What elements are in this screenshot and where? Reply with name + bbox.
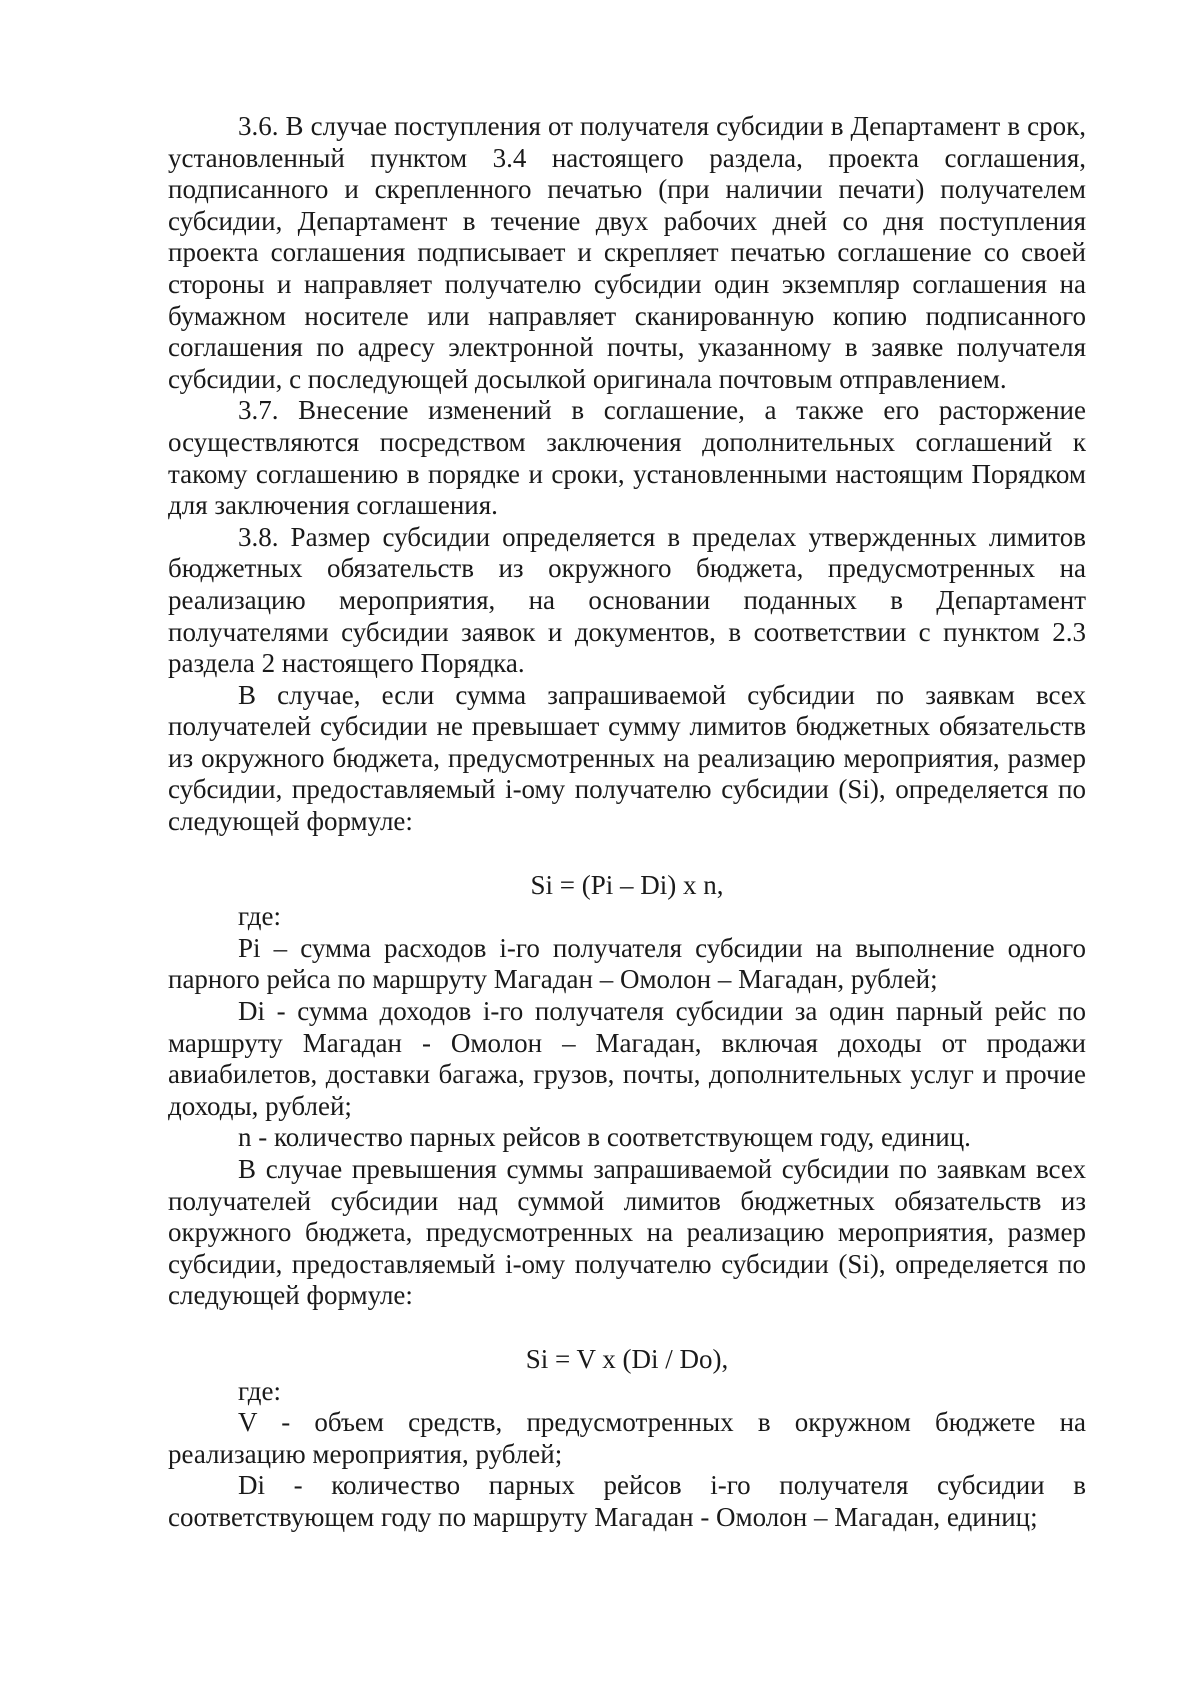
paragraph-case-within-limits: В случае, если сумма запрашиваемой субсидии по заявкам всех получателей субсидии не превышает сумму лимитов бюджетных обязательств из окружного бюджета, предусмотренных на реализацию мероприятия, размер субсидии, предоставляемый i-ому получателю субсидии (Si), определяется по следующей формуле: — [168, 679, 1086, 837]
formula-si-second: Si = V x (Di / Do), — [525, 1343, 729, 1374]
definition-v: V - объем средств, предусмотренных в окружном бюджете на реализацию мероприятия, рублей; — [168, 1407, 1086, 1469]
paragraph-3-8: 3.8. Размер субсидии определяется в пределах утвержденных лимитов бюджетных обязательств из окружного бюджета, предусмотренных на реализацию мероприятия, на основании поданных в Департамент получателями субсидии заявок и документов, в соответствии с пунктом 2.3 раздела 2 настоящего Порядка. — [168, 521, 1086, 679]
paragraph-3-7: 3.7. Внесение изменений в соглашение, а также его расторжение осуществляются посредством заключения дополнительных соглашений к такому соглашению в порядке и сроки, установленными настоящим Порядком для заключения соглашения. — [168, 395, 1086, 521]
definition-di-income: Di - сумма доходов i-го получателя субсидии за один парный рейс по маршруту Магадан - Омолон – Магадан, включая доходы от продажи авиабилетов, доставки багажа, грузов, почты, дополнительных услуг и прочие доходы, рублей; — [168, 996, 1086, 1121]
paragraph-case-exceeds-limits: В случае превышения суммы запрашиваемой субсидии по заявкам всех получателей субсидии над суммой лимитов бюджетных обязательств из окружного бюджета, предусмотренных на реализацию мероприятия, размер субсидии, предоставляемый i-ому получателю субсидии (Si), определяется по следующей формуле: — [168, 1154, 1086, 1311]
definition-n: n - количество парных рейсов в соответствующем году, единиц. — [238, 1122, 971, 1153]
paragraph-3-6: 3.6. В случае поступления от получателя субсидии в Департамент в срок, установленный пунктом 3.4 настоящего раздела, проекта соглашения, подписанного и скрепленного печатью (при наличии печати) получателем субсидии, Департамент в течение двух рабочих дней со дня поступления проекта соглашения подписывает и скрепляет печатью соглашение со своей стороны и направляет получателю субсидии один экземпляр соглашения на бумажном носителе или направляет сканированную копию подписанного соглашения по адресу электронной почты, указанному в заявке получателя субсидии, с последующей досылкой оригинала почтовым отправлением. — [168, 111, 1086, 394]
where-label-second: где: — [238, 1375, 281, 1406]
document-body — [168, 111, 1086, 1534]
where-label-first: где: — [238, 901, 281, 932]
formula-si-first: Si = (Pi – Di) х n, — [530, 869, 724, 900]
definition-di-flights: Di - количество парных рейсов i-го получателя субсидии в соответствующем году по маршруту Магадан - Омолон – Магадан, единиц; — [168, 1470, 1086, 1532]
definition-pi: Pi – сумма расходов i-го получателя субсидии на выполнение одного парного рейса по маршруту Магадан – Омолон – Магадан, рублей; — [168, 932, 1086, 995]
